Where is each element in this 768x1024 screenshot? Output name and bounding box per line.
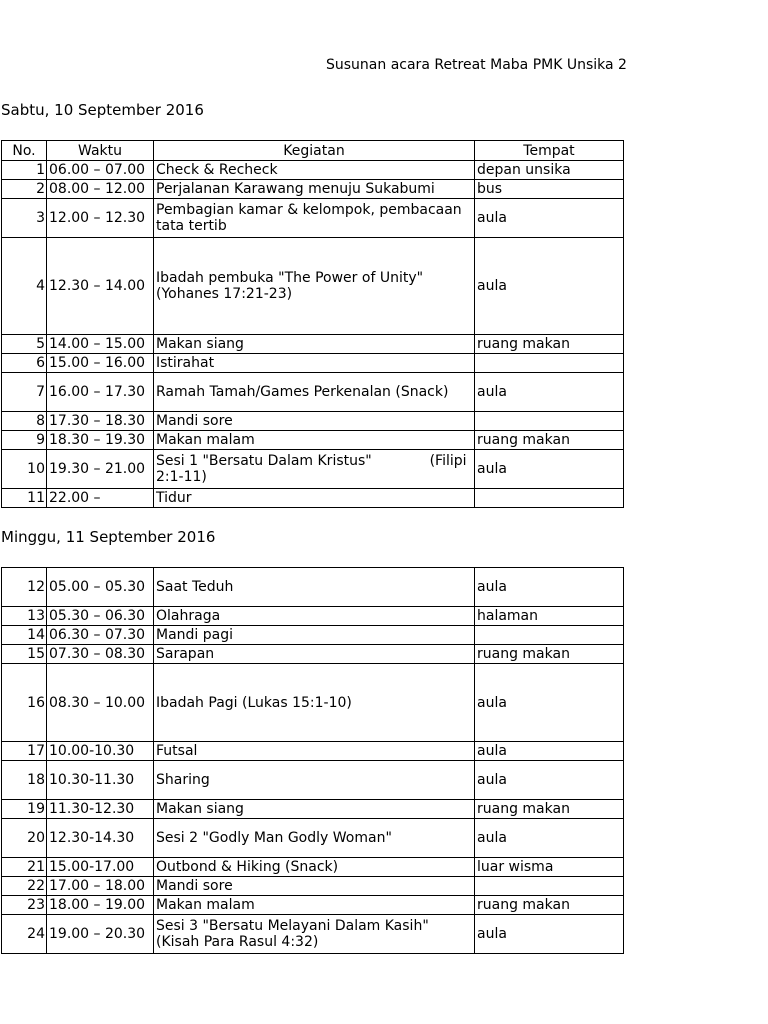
row-activity: Ramah Tamah/Games Perkenalan (Snack) [154, 373, 475, 412]
row-place: aula [475, 761, 624, 800]
row-time: 22.00 – [47, 489, 154, 508]
row-activity: Makan siang [154, 335, 475, 354]
header-time: Waktu [47, 141, 154, 161]
day1-heading: Sabtu, 10 September 2016 [1, 101, 204, 119]
row-time: 12.00 – 12.30 [47, 199, 154, 238]
table-row [2, 607, 624, 626]
row-no: 11 [2, 489, 47, 508]
day2-heading: Minggu, 11 September 2016 [1, 528, 216, 546]
row-place: ruang makan [475, 800, 624, 819]
document-title: Susunan acara Retreat Maba PMK Unsika 2 [326, 57, 627, 73]
row-no: 18 [2, 761, 47, 800]
row-place: ruang makan [475, 896, 624, 915]
row-place: luar wisma [475, 858, 624, 877]
row-time: 05.30 – 06.30 [47, 607, 154, 626]
row-activity: Mandi pagi [154, 626, 475, 645]
row-no: 21 [2, 858, 47, 877]
table-row [2, 238, 624, 335]
row-time: 17.00 – 18.00 [47, 877, 154, 896]
row-time: 15.00 – 16.00 [47, 354, 154, 373]
table-row [2, 373, 624, 412]
table-row [2, 199, 624, 238]
row-no: 8 [2, 412, 47, 431]
table-row [2, 412, 624, 431]
row-activity: Outbond & Hiking (Snack) [154, 858, 475, 877]
row-activity: Makan malam [154, 431, 475, 450]
row-time: 18.30 – 19.30 [47, 431, 154, 450]
row-activity: Istirahat [154, 354, 475, 373]
row-no: 13 [2, 607, 47, 626]
row-activity: Makan malam [154, 896, 475, 915]
table-row [2, 896, 624, 915]
row-place: depan unsika [475, 161, 624, 180]
table-row [2, 335, 624, 354]
row-no: 9 [2, 431, 47, 450]
row-no: 5 [2, 335, 47, 354]
row-time: 17.30 – 18.30 [47, 412, 154, 431]
table-row [2, 180, 624, 199]
table-row [2, 800, 624, 819]
table-header-row [2, 141, 624, 161]
row-place [475, 489, 624, 508]
table-row [2, 742, 624, 761]
table-row [2, 626, 624, 645]
row-time: 08.00 – 12.00 [47, 180, 154, 199]
row-activity: Perjalanan Karawang menuju Sukabumi [154, 180, 475, 199]
row-place: aula [475, 742, 624, 761]
table-row [2, 877, 624, 896]
row-no: 4 [2, 238, 47, 335]
row-place: bus [475, 180, 624, 199]
row-no: 1 [2, 161, 47, 180]
row-time: 14.00 – 15.00 [47, 335, 154, 354]
row-time: 06.00 – 07.00 [47, 161, 154, 180]
day1-schedule-table [1, 140, 624, 508]
row-activity: Sharing [154, 761, 475, 800]
row-time: 08.30 – 10.00 [47, 664, 154, 742]
row-activity: Sarapan [154, 645, 475, 664]
row-no: 24 [2, 915, 47, 954]
row-no: 17 [2, 742, 47, 761]
row-time: 15.00-17.00 [47, 858, 154, 877]
row-activity: Check & Recheck [154, 161, 475, 180]
row-place: ruang makan [475, 431, 624, 450]
row-activity: Futsal [154, 742, 475, 761]
row-time: 19.00 – 20.30 [47, 915, 154, 954]
row-place [475, 877, 624, 896]
row-place: aula [475, 819, 624, 858]
table-row [2, 664, 624, 742]
table-row [2, 568, 624, 607]
row-no: 3 [2, 199, 47, 238]
row-time: 12.30 – 14.00 [47, 238, 154, 335]
row-time: 07.30 – 08.30 [47, 645, 154, 664]
row-no: 23 [2, 896, 47, 915]
row-place [475, 626, 624, 645]
row-activity: Tidur [154, 489, 475, 508]
table-row [2, 819, 624, 858]
row-no: 12 [2, 568, 47, 607]
row-time: 16.00 – 17.30 [47, 373, 154, 412]
row-place [475, 412, 624, 431]
table-row [2, 645, 624, 664]
header-place: Tempat [475, 141, 624, 161]
row-place: halaman [475, 607, 624, 626]
row-activity: Ibadah Pagi (Lukas 15:1-10) [154, 664, 475, 742]
table-row [2, 761, 624, 800]
row-place: aula [475, 664, 624, 742]
row-time: 12.30-14.30 [47, 819, 154, 858]
row-no: 15 [2, 645, 47, 664]
row-place: aula [475, 568, 624, 607]
table-row [2, 858, 624, 877]
table-row [2, 161, 624, 180]
row-activity: Sesi 1 "Bersatu Dalam Kristus" (Filipi 2:1-11) [154, 450, 475, 489]
row-no: 20 [2, 819, 47, 858]
row-no: 6 [2, 354, 47, 373]
table-row [2, 450, 624, 489]
row-no: 16 [2, 664, 47, 742]
row-activity: Makan siang [154, 800, 475, 819]
row-no: 2 [2, 180, 47, 199]
row-activity: Mandi sore [154, 877, 475, 896]
table-row [2, 431, 624, 450]
row-activity: Saat Teduh [154, 568, 475, 607]
table-row [2, 489, 624, 508]
row-activity: Pembagian kamar & kelompok, pembacaan tata tertib [154, 199, 475, 238]
table-row [2, 354, 624, 373]
day2-schedule-table [1, 567, 624, 954]
row-no: 10 [2, 450, 47, 489]
row-time: 05.00 – 05.30 [47, 568, 154, 607]
row-activity: Sesi 3 "Bersatu Melayani Dalam Kasih" (Kisah Para Rasul 4:32) [154, 915, 475, 954]
row-activity: Sesi 2 "Godly Man Godly Woman" [154, 819, 475, 858]
header-activity: Kegiatan [154, 141, 475, 161]
row-place: aula [475, 199, 624, 238]
row-time: 11.30-12.30 [47, 800, 154, 819]
row-place: aula [475, 450, 624, 489]
row-activity: Ibadah pembuka "The Power of Unity" (Yohanes 17:21-23) [154, 238, 475, 335]
row-place: ruang makan [475, 335, 624, 354]
row-no: 7 [2, 373, 47, 412]
row-place [475, 354, 624, 373]
row-time: 10.00-10.30 [47, 742, 154, 761]
row-place: aula [475, 238, 624, 335]
row-no: 14 [2, 626, 47, 645]
table-row [2, 915, 624, 954]
row-time: 18.00 – 19.00 [47, 896, 154, 915]
row-place: aula [475, 915, 624, 954]
row-no: 19 [2, 800, 47, 819]
row-activity: Olahraga [154, 607, 475, 626]
row-place: aula [475, 373, 624, 412]
row-no: 22 [2, 877, 47, 896]
row-activity: Mandi sore [154, 412, 475, 431]
row-place: ruang makan [475, 645, 624, 664]
row-time: 10.30-11.30 [47, 761, 154, 800]
row-time: 06.30 – 07.30 [47, 626, 154, 645]
header-no: No. [2, 141, 47, 161]
row-time: 19.30 – 21.00 [47, 450, 154, 489]
